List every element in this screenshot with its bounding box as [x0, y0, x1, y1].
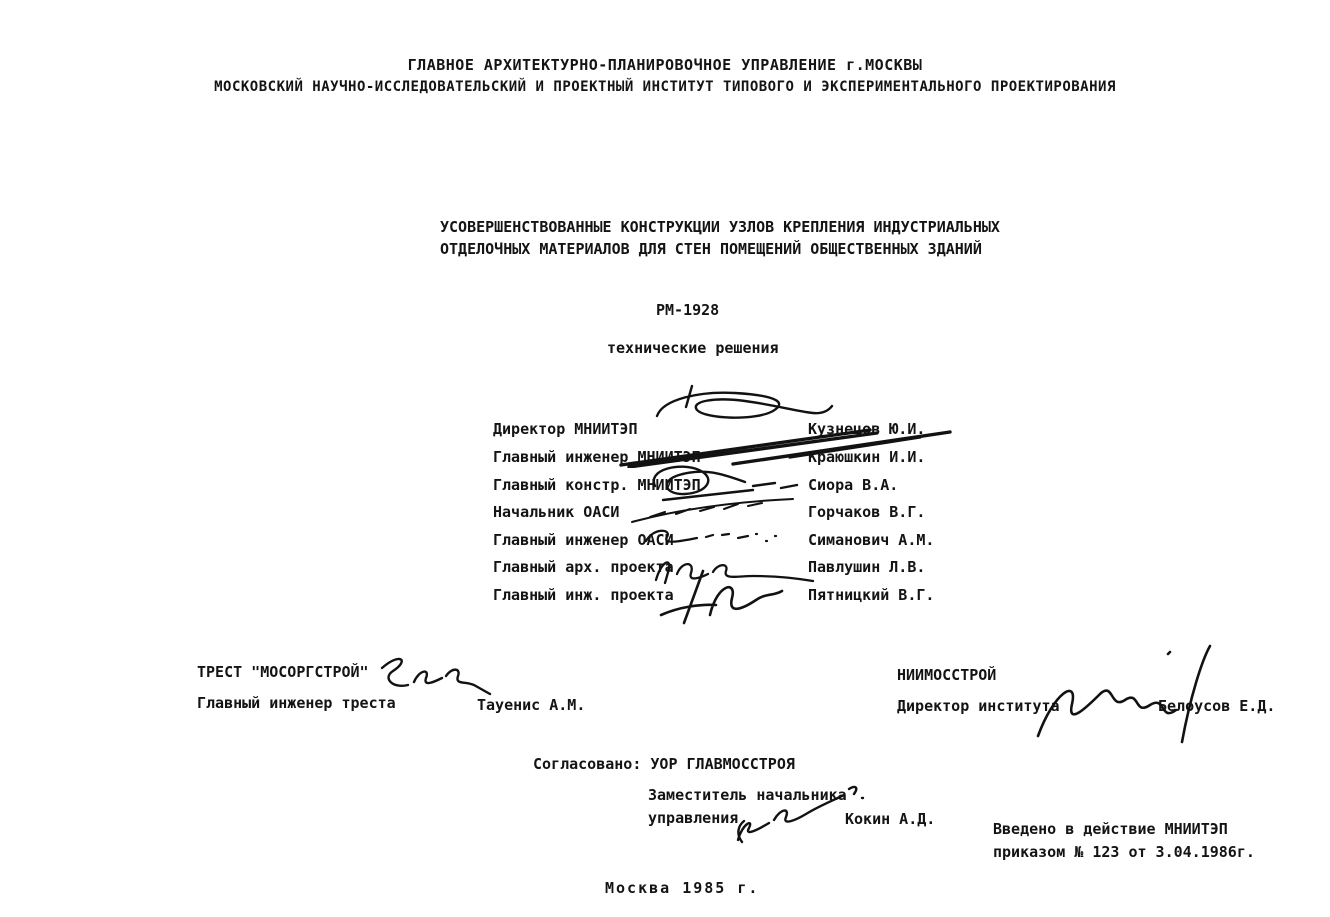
signatory-role: Главный инженер МНИИТЭП [493, 448, 701, 466]
signature-tauenis [362, 650, 497, 706]
signatory-name: Пятницкий В.Г. [808, 586, 935, 604]
trest-org: ТРЕСТ "МОСОРГСТРОЙ" [197, 663, 369, 681]
signatory-name: Сиора В.А. [808, 476, 899, 494]
enactment-line1: Введено в действие МНИИТЭП [993, 820, 1228, 838]
agreement-role-line1: Заместитель начальника [648, 786, 847, 804]
signatory-role: Начальник ОАСИ [493, 503, 620, 521]
institute-org: НИИМОССТРОЙ [897, 666, 997, 684]
title-line-1: УСОВЕРШЕНСТВОВАННЫЕ КОНСТРУКЦИИ УЗЛОВ КРЕПЛЕНИЯ ИНДУСТРИАЛЬНЫХ [440, 218, 1000, 236]
title-line-2: ОТДЕЛОЧНЫХ МАТЕРИАЛОВ ДЛЯ СТЕН ПОМЕЩЕНИЙ ОБЩЕСТВЕННЫХ ЗДАНИЙ [440, 240, 982, 258]
header-line-1: ГЛАВНОЕ АРХИТЕКТУРНО-ПЛАНИРОВОЧНОЕ УПРАВЛЕНИЕ г.МОСКВЫ [407, 56, 923, 74]
agreement-line: Согласовано: УОР ГЛАВМОССТРОЯ [533, 755, 795, 773]
institute-role: Директор института [897, 697, 1060, 715]
trest-role: Главный инженер треста [197, 694, 396, 712]
signatory-role: Директор МНИИТЭП [493, 420, 638, 438]
agreement-name: Кокин А.Д. [845, 810, 936, 828]
doc-code: РМ-1928 [656, 301, 720, 319]
signatory-role: Главный инженер ОАСИ [493, 531, 674, 549]
signatory-role: Главный арх. проекта [493, 558, 674, 576]
institute-name: Белоусов Е.Д. [1158, 697, 1276, 715]
trest-name: Тауенис А.М. [477, 696, 586, 714]
signatory-name: Кузнецов Ю.И. [808, 420, 926, 438]
doc-subtitle: технические решения [607, 339, 779, 357]
agreement-role-line2: управления [648, 809, 739, 827]
footer-city-year: Москва 1985 г. [605, 879, 760, 897]
signatory-role: Главный инж. проекта [493, 586, 674, 604]
signatory-name: Краюшкин И.И. [808, 448, 926, 466]
enactment-line2: приказом № 123 от 3.04.1986г. [993, 843, 1255, 861]
signatory-name: Симанович А.М. [808, 531, 935, 549]
header-line-2: МОСКОВСКИЙ НАУЧНО-ИССЛЕДОВАТЕЛЬСКИЙ И ПРОЕКТНЫЙ ИНСТИТУТ ТИПОВОГО И ЭКСПЕРИМЕНТАЛЬНОГО ПРОЕКТИРОВАНИЯ [214, 79, 1116, 95]
signatory-role: Главный констр. МНИИТЭП [493, 476, 701, 494]
signatory-name: Горчаков В.Г. [808, 503, 926, 521]
signatory-name: Павлушин Л.В. [808, 558, 926, 576]
signature-kokin [722, 778, 867, 844]
signature-belousov [1030, 640, 1225, 748]
signature-pyatnitsky [653, 568, 788, 626]
